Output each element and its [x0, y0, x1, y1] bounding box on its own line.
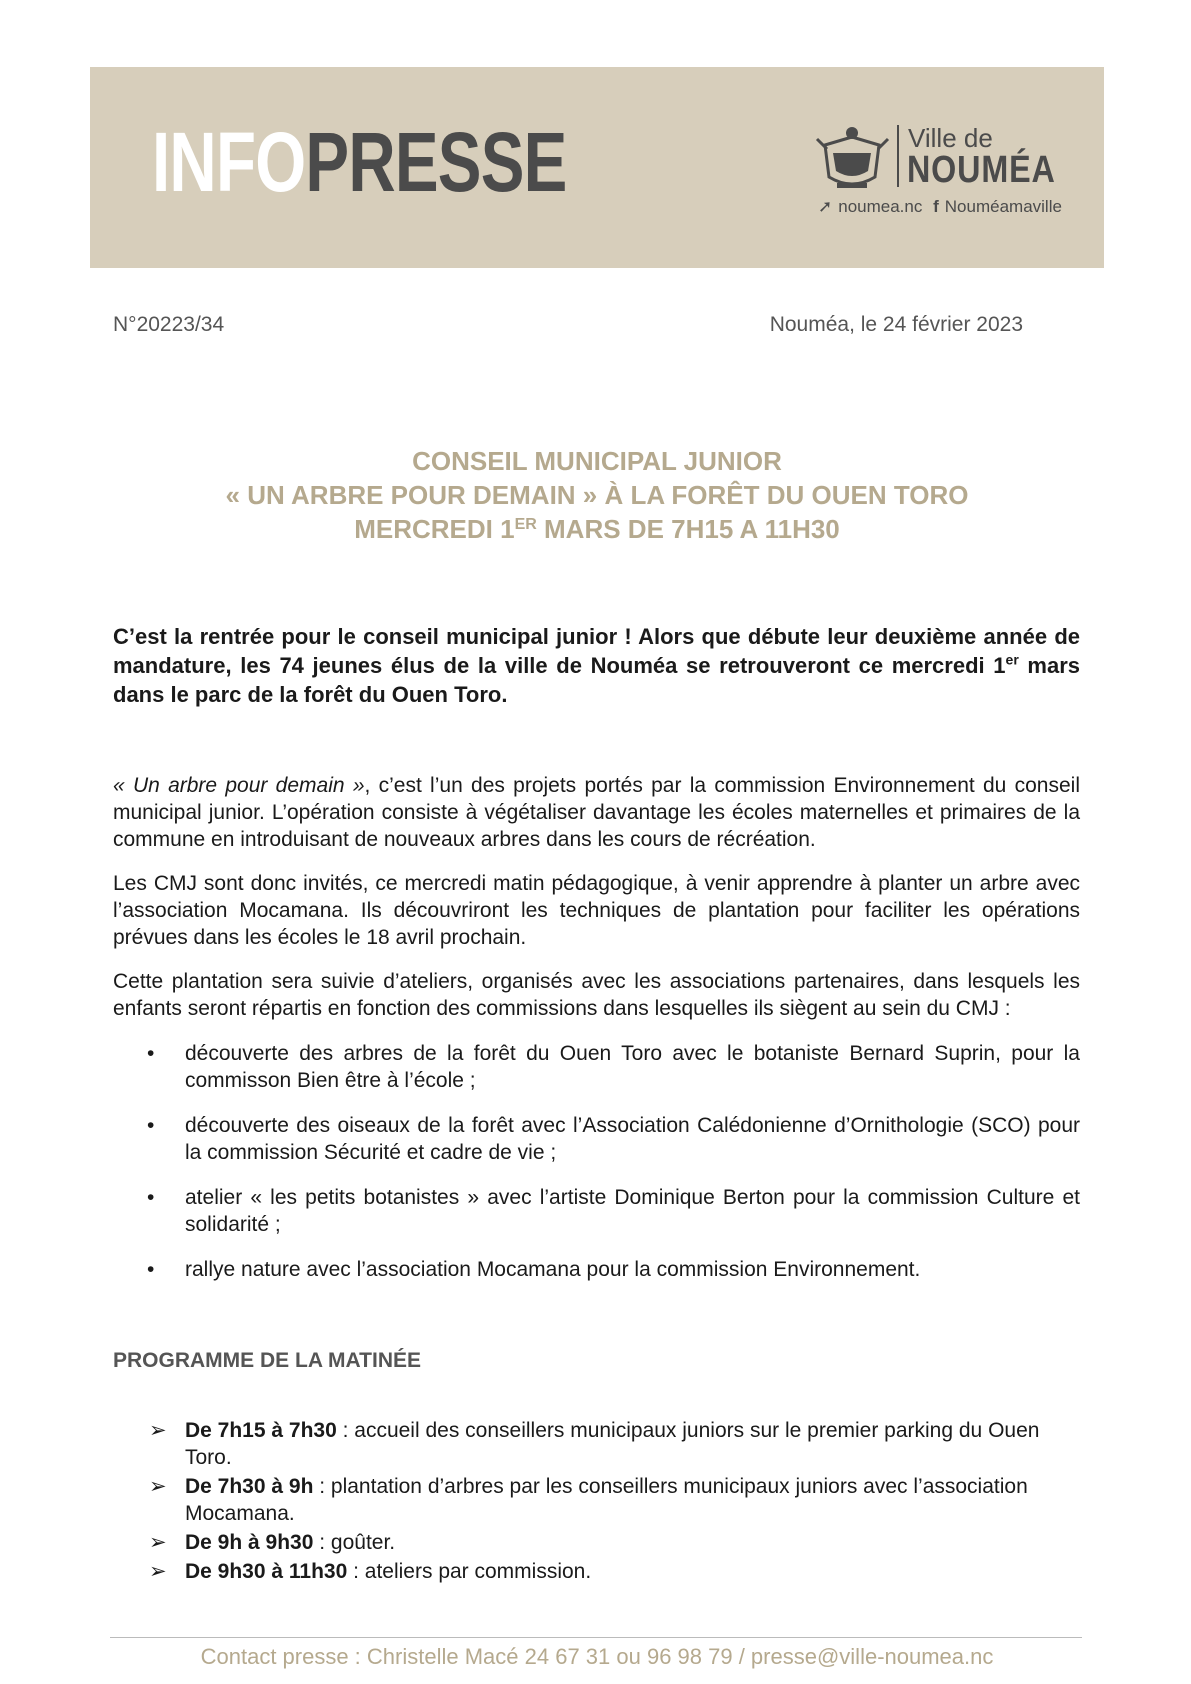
arrowhead-icon: ➢ — [149, 1560, 167, 1583]
bullet-dot-icon: • — [147, 1114, 155, 1137]
facebook-link[interactable]: Nouméamaville — [944, 197, 1062, 216]
programme-item — [113, 1529, 1080, 1556]
noumea-crest-icon — [815, 125, 890, 193]
brand-title — [152, 117, 567, 207]
logo-links — [818, 197, 1068, 217]
list-item — [113, 1256, 1080, 1283]
title-line-2: « UN ARBRE POUR DEMAIN » À LA FORÊT DU OUEN TORO — [225, 480, 969, 510]
lead-text-start: C’est la rentrée pour le conseil municipal junior ! Alors que débute leur deuxième année de mandature, les 74 jeunes élus de la ville de Nouméa se retrouveront ce mercredi 1 — [113, 624, 1080, 678]
brand-word-presse: PRESSE — [305, 115, 567, 209]
paragraph-1 — [113, 772, 1080, 853]
list-item-text: découverte des arbres de la forêt du Ouen Toro avec le botaniste Bernard Suprin, pour la commisson Bien être à l’école ; — [185, 1042, 1080, 1092]
title-line-3 — [90, 512, 1104, 546]
page-title — [90, 444, 1104, 546]
programme-item — [113, 1473, 1080, 1527]
programme-text: : ateliers par commission. — [347, 1560, 592, 1583]
brand-word-info: INFO — [152, 115, 306, 209]
paragraph-2: Les CMJ sont donc invités, ce mercredi matin pédagogique, à venir apprendre à planter un arbre avec l’association Mocamana. Ils découvriront les techniques de plantation pour faciliter les opérations prévues dans les écoles le 18 avril prochain. — [113, 872, 1080, 949]
lead-text-end: mars dans le parc de la forêt du Ouen Toro. — [113, 653, 1080, 707]
programme-list — [113, 1417, 1080, 1587]
lead-paragraph — [113, 622, 1080, 709]
logo-ville-de: Ville de — [908, 123, 993, 153]
footer-divider — [110, 1637, 1082, 1638]
press-contact: Contact presse : Christelle Macé 24 67 31 ou 96 98 79 / presse@ville-noumea.nc — [200, 1644, 994, 1669]
website-link[interactable]: noumea.nc — [838, 197, 923, 216]
bullet-dot-icon: • — [147, 1258, 155, 1281]
list-item-text: rallye nature avec l’association Mocamana pour la commission Environnement. — [185, 1258, 921, 1281]
list-item-text: atelier « les petits botanistes » avec l’artiste Dominique Berton pour la commission Culture et solidarité ; — [185, 1186, 1080, 1236]
arrowhead-icon: ➢ — [149, 1475, 167, 1498]
logo-city-name: NOUMÉA — [907, 149, 1056, 191]
facebook-icon: f — [933, 197, 939, 216]
title-line-3-start: MERCREDI 1 — [354, 514, 515, 544]
programme-heading: PROGRAMME DE LA MATINÉE — [113, 1349, 421, 1372]
programme-text: : accueil des conseillers municipaux juniors sur le premier parking du Ouen Toro. — [185, 1419, 1040, 1469]
programme-time: De 7h15 à 7h30 — [185, 1419, 337, 1442]
logo-divider — [897, 125, 899, 187]
list-item-text: découverte des oiseaux de la forêt avec l’Association Calédonienne d’Ornithologie (SCO) pour la commission Sécurité et cadre de vie ; — [185, 1114, 1080, 1164]
title-superscript: ER — [514, 516, 537, 533]
title-line-3-end: MARS DE 7H15 A 11H30 — [536, 514, 840, 544]
programme-time: De 7h30 à 9h — [185, 1475, 314, 1498]
project-name: « Un arbre pour demain » — [113, 774, 365, 797]
arrowhead-icon: ➢ — [149, 1419, 167, 1442]
programme-time: De 9h30 à 11h30 — [185, 1560, 348, 1583]
release-number: N°20223/34 — [113, 313, 225, 336]
programme-item — [113, 1417, 1080, 1471]
list-item — [113, 1040, 1080, 1094]
city-logo — [815, 117, 1062, 217]
programme-text: : plantation d’arbres par les conseillers municipaux juniors avec l’association Mocamana. — [185, 1475, 1028, 1525]
bullet-dot-icon: • — [147, 1186, 155, 1209]
arrowhead-icon: ➢ — [149, 1531, 167, 1554]
paragraph-1-text: , c’est l’un des projets portés par la commission Environnement du conseil municipal junior. L’opération consiste à végétaliser davantage les écoles maternelles et primaires de la commune en introduisant de nouveaux arbres dans les cours de récréation. — [113, 774, 1080, 851]
title-line-1: CONSEIL MUNICIPAL JUNIOR — [412, 446, 782, 476]
paper-plane-icon: ➚ — [818, 197, 833, 216]
list-item — [113, 1184, 1080, 1238]
programme-item — [113, 1558, 1080, 1585]
lead-superscript: er — [1005, 651, 1019, 668]
release-date: Nouméa, le 24 février 2023 — [769, 313, 1023, 336]
workshop-list — [113, 1040, 1080, 1301]
header-banner — [90, 67, 1104, 268]
programme-text: : goûter. — [313, 1531, 396, 1554]
paragraph-3: Cette plantation sera suivie d’ateliers, organisés avec les associations partenaires, dans lesquels les enfants seront répartis en fonction des commissions dans lesquelles ils siègent au sein du CMJ : — [113, 970, 1080, 1020]
bullet-dot-icon: • — [147, 1042, 155, 1065]
programme-time: De 9h à 9h30 — [185, 1531, 314, 1554]
list-item — [113, 1112, 1080, 1166]
